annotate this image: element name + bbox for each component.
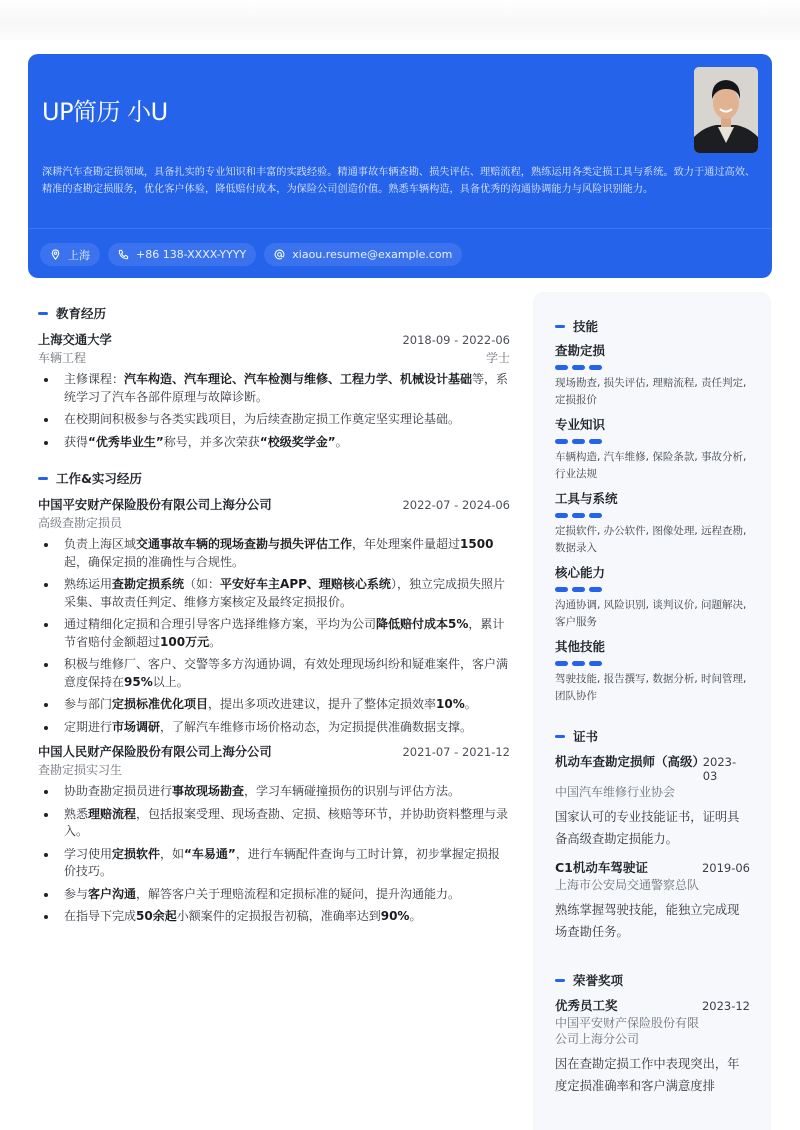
skill-level-icon — [555, 439, 750, 444]
award-issuer: 中国平安财产保险股份有限公司上海分公司 — [555, 1016, 700, 1046]
education-entry — [38, 330, 510, 451]
candidate-name: UP简历 小U — [42, 98, 168, 126]
award-name: 优秀员工奖 — [555, 998, 618, 1013]
skill-desc: 车辆构造, 汽车维修, 保险条款, 事故分析, 行业法规 — [555, 451, 747, 480]
bullet-item: 定期进行市场调研，了解汽车维修市场价格动态，为定损提供准确数据支撑。 — [38, 719, 510, 737]
award-entry — [555, 996, 750, 1097]
certificate-name: 机动车查勘定损师（高级） — [555, 754, 706, 769]
profile-summary: 深耕汽车查勘定损领域，具备扎实的专业知识和丰富的实践经验。精通事故车辆查勘、损失评估、理赔流程，熟练运用各类定损工具与系统。致力于通过高效、精准的查勘定损服务，优化客户体验，降低赔付成本，为保险公司创造价值。熟悉车辆构造，具备优秀的沟通协调能力与风险识别能力。 — [42, 167, 756, 195]
skill-level-icon — [555, 365, 750, 370]
certificate-entry — [555, 752, 750, 850]
school-name: 上海交通大学 — [38, 333, 112, 347]
bullet-item: 在指导下完成50余起小额案件的定损报告初稿，准确率达到90%。 — [38, 908, 510, 926]
section-bar-icon — [555, 325, 565, 328]
certificate-desc: 国家认可的专业技能证书，证明具备高级查勘定损能力。 — [555, 810, 740, 846]
skill-level-icon — [555, 661, 750, 666]
work-entry — [38, 495, 510, 736]
bullet-item: 参与客户沟通，解答客户关于理赔流程和定损标准的疑问，提升沟通能力。 — [38, 886, 510, 904]
certificate-date: 2019-06 — [701, 861, 750, 875]
certificate-date: 2023-03 — [702, 755, 737, 783]
bullet-item: 获得“优秀毕业生”称号，并多次荣获“校级奖学金”。 — [38, 434, 510, 452]
work-section-title: 工作&实习经历 — [38, 469, 510, 487]
bullet-item: 熟悉理赔流程，包括报案受理、现场查勘、定损、核赔等环节，并协助资料整理与录入。 — [38, 806, 510, 841]
section-bar-icon — [38, 477, 48, 480]
bullet-item: 参与部门定损标准优化项目，提出多项改进建议，提升了整体定损效率10%。 — [38, 696, 510, 714]
bullet-item: 协助查勘定损员进行事故现场勘查，学习车辆碰撞损伤的识别与评估方法。 — [38, 783, 510, 801]
contact-location-text: 上海 — [68, 248, 90, 262]
skill-desc: 现场勘查, 损失评估, 理赔流程, 责任判定, 定损报价 — [555, 377, 747, 406]
certificate-desc: 熟练掌握驾驶技能，能独立完成现场查勘任务。 — [555, 903, 740, 939]
phone-icon — [118, 249, 129, 260]
education-section-title: 教育经历 — [38, 304, 510, 322]
bullet-item: 主修课程：汽车构造、汽车理论、汽车检测与维修、工程力学、机械设计基础等，系统学习了汽车各部件原理与故障诊断。 — [38, 371, 510, 406]
job-role: 高级查勘定损员 — [38, 516, 123, 530]
section-bar-icon — [38, 312, 48, 315]
education-date: 2018-09 - 2022-06 — [402, 333, 510, 347]
award-date: 2023-12 — [701, 999, 750, 1013]
page-top-shade — [0, 0, 800, 40]
certificate-issuer: 中国汽车维修行业协会 — [555, 785, 676, 799]
skill-item — [555, 489, 750, 557]
bullet-item: 通过精细化定损和合理引导客户选择维修方案，平均为公司降低赔付成本5%，累计节省赔付金额超过100万元。 — [38, 616, 510, 651]
section-bar-icon — [555, 979, 565, 982]
skill-level-icon — [555, 587, 750, 592]
contact-email-text: xiaou.resume@example.com — [292, 248, 453, 261]
avatar-photo — [694, 67, 758, 153]
bullet-item: 积极与维修厂、客户、交警等多方沟通协调，有效处理现场纠纷和疑难案件，客户满意度保持在95%以上。 — [38, 656, 510, 691]
location-pin-icon — [50, 249, 61, 260]
at-sign-icon — [274, 249, 285, 260]
skill-level-icon — [555, 513, 750, 518]
bullet-item: 学习使用定损软件，如“车易通”，进行车辆配件查询与工时计算，初步掌握定损报价技巧。 — [38, 846, 510, 881]
skill-item — [555, 563, 750, 631]
section-bar-icon — [555, 735, 565, 738]
resume-header — [28, 54, 772, 278]
work-bullets — [38, 783, 510, 926]
skill-item — [555, 341, 750, 409]
work-entry — [38, 742, 510, 926]
skills-section-title: 技能 — [555, 317, 750, 335]
degree: 学士 — [485, 351, 510, 365]
contact-email[interactable] — [264, 243, 462, 266]
education-bullets — [38, 371, 510, 451]
skills-list — [555, 341, 750, 705]
major: 车辆工程 — [38, 351, 87, 365]
bullet-item: 熟练运用查勘定损系统（如：平安好车主APP、理赔核心系统），独立完成损失照片采集、事故责任判定、维修方案核定及最终定损报价。 — [38, 576, 510, 611]
certificate-entry — [555, 858, 750, 943]
bullet-item: 负责上海区域交通事故车辆的现场查勘与损失评估工作，年处理案件量超过1500起，确保定损的准确性与合规性。 — [38, 536, 510, 571]
work-date: 2022-07 - 2024-06 — [402, 498, 510, 512]
certificate-name: C1机动车驾驶证 — [555, 860, 648, 875]
skill-name: 核心能力 — [555, 565, 606, 580]
contact-list — [40, 243, 462, 266]
skill-item — [555, 637, 750, 705]
award-desc: 因在查勘定损工作中表现突出，年度定损准确率和客户满意度排 — [555, 1057, 740, 1093]
skill-desc: 定损软件, 办公软件, 图像处理, 远程查勘, 数据录入 — [555, 525, 747, 554]
header-divider — [28, 228, 772, 229]
company-name: 中国平安财产保险股份有限公司上海分公司 — [38, 498, 272, 512]
skill-name: 工具与系统 — [555, 491, 618, 506]
skill-name: 其他技能 — [555, 639, 606, 654]
contact-phone[interactable] — [108, 243, 256, 266]
awards-section-title: 荣誉奖项 — [555, 971, 750, 989]
skill-desc: 驾驶技能, 报告撰写, 数据分析, 时间管理, 团队协作 — [555, 673, 747, 702]
work-bullets — [38, 536, 510, 736]
skill-name: 专业知识 — [555, 417, 606, 432]
company-name: 中国人民财产保险股份有限公司上海分公司 — [38, 745, 272, 759]
skill-name: 查勘定损 — [555, 343, 606, 358]
main-column — [38, 304, 510, 931]
certificates-section-title: 证书 — [555, 727, 750, 745]
work-date: 2021-07 - 2021-12 — [402, 745, 510, 759]
skill-item — [555, 415, 750, 483]
skill-desc: 沟通协调, 风险识别, 谈判议价, 问题解决, 客户服务 — [555, 599, 747, 628]
contact-phone-text: +86 138-XXXX-YYYY — [136, 248, 247, 261]
job-role: 查勘定损实习生 — [38, 763, 123, 777]
sidebar-panel — [533, 292, 771, 1130]
bullet-item: 在校期间积极参与各类实践项目，为后续查勘定损工作奠定坚实理论基础。 — [38, 411, 510, 429]
certificate-issuer: 上海市公安局交通警察总队 — [555, 878, 700, 892]
contact-location — [40, 243, 100, 266]
